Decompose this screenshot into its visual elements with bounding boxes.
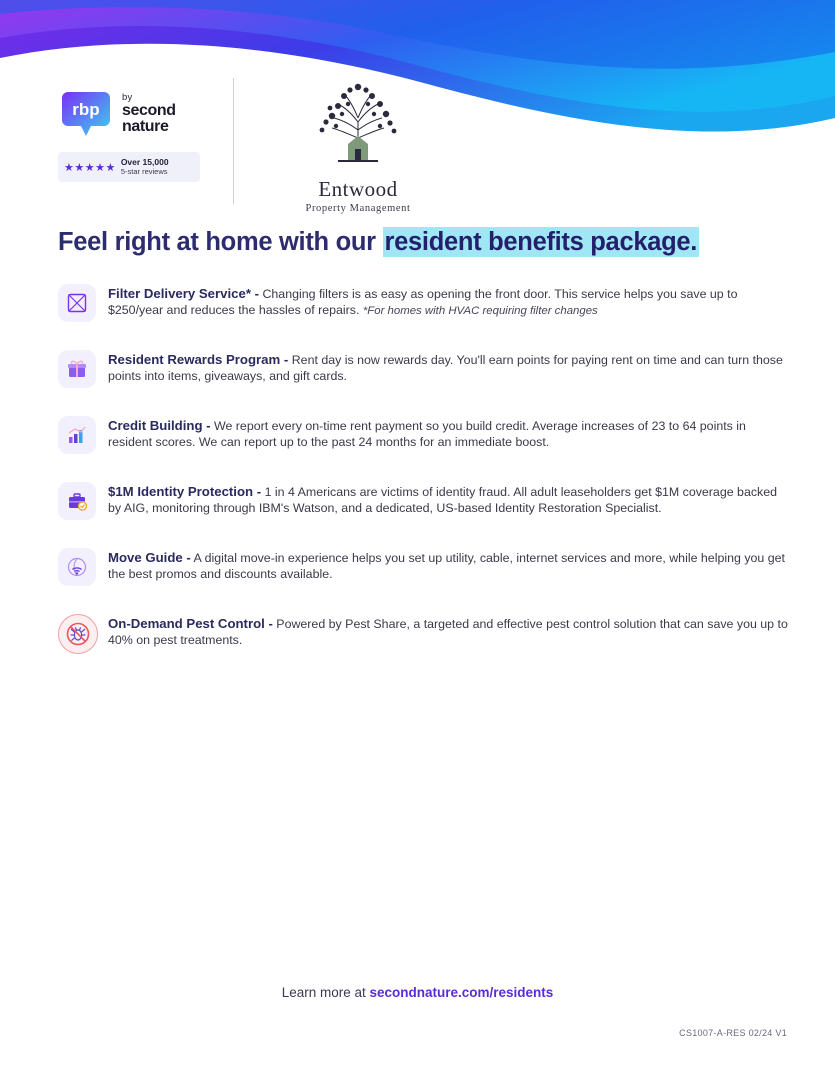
move-guide-wifi-icon — [58, 548, 96, 586]
page-title — [58, 228, 798, 257]
benefit-item — [58, 612, 788, 670]
pest-control-icon — [58, 614, 98, 654]
header-divider — [233, 78, 234, 204]
credit-chart-icon — [58, 416, 96, 454]
rbp-logo — [58, 86, 208, 142]
benefit-title: Filter Delivery Service* - — [108, 286, 260, 301]
benefit-text — [108, 480, 788, 517]
benefit-item — [58, 414, 788, 472]
identity-shield-icon — [58, 482, 96, 520]
benefit-item — [58, 282, 788, 340]
svg-text:rbp: rbp — [72, 100, 100, 119]
benefit-title: Resident Rewards Program - — [108, 352, 289, 367]
reviews-badge — [58, 152, 200, 182]
star-rating-icon: ★★★★★ — [64, 161, 116, 174]
benefit-title: On-Demand Pest Control - — [108, 616, 273, 631]
benefit-item — [58, 546, 788, 604]
benefit-body: Rent day is now rewards day. You'll earn points for paying rent on time and can turn those points into items, giveaways, and gift cards. — [108, 353, 783, 384]
benefit-text — [108, 414, 788, 451]
entwood-logo-block — [263, 78, 453, 214]
benefit-text — [108, 348, 788, 385]
tree-house-icon — [298, 78, 418, 170]
benefit-text — [108, 282, 788, 319]
benefit-item — [58, 348, 788, 406]
benefits-list — [58, 282, 788, 678]
filter-icon — [58, 284, 96, 322]
document-code: CS1007-A-RES 02/24 V1 — [679, 1028, 787, 1038]
reviews-count: Over 15,000 — [120, 156, 169, 167]
benefit-item — [58, 480, 788, 538]
benefit-body: A digital move-in experience helps you set up utility, cable, internet services and more, while helping you get the best promos and discounts available. — [108, 551, 785, 582]
reviews-subtitle: 5-star reviews — [120, 166, 168, 176]
entwood-subtitle: Property Management — [305, 203, 411, 214]
secondnature-residents-link[interactable]: secondnature.com/residents — [369, 985, 554, 1000]
rewards-gift-icon — [58, 350, 96, 388]
document-header — [58, 78, 778, 214]
second-nature-line1: second — [122, 101, 176, 119]
benefit-text — [108, 612, 788, 649]
benefit-title: $1M Identity Protection - — [108, 484, 262, 499]
benefit-title: Credit Building - — [108, 418, 211, 433]
benefit-body: Changing filters is as easy as opening the front door. This service helps you save up to $250/year and reduces the hassles of repairs. — [108, 287, 738, 318]
headline-highlight: resident benefits package. — [384, 228, 698, 256]
benefit-body: We report every on-time rent payment so you build credit. Average increases of 23 to 64 points in resident scores. We can report up to the past 24 months for an immediate boost. — [108, 419, 746, 450]
benefit-body: Powered by Pest Share, a targeted and effective pest control solution that can save you up to 40% on pest treatments. — [108, 617, 788, 648]
benefit-title: Move Guide - — [108, 550, 191, 565]
headline-lead: Feel right at home with our — [58, 228, 383, 256]
rbp-by-label: by — [122, 92, 133, 104]
footer-learn-more-label: Learn more at — [281, 985, 370, 1000]
benefit-note: *For homes with HVAC requiring filter changes — [362, 305, 598, 318]
footer — [0, 985, 835, 1000]
rbp-brand-block — [58, 86, 208, 182]
benefit-body: 1 in 4 Americans are victims of identity fraud. All adult leaseholders get $1M coverage backed by AIG, monitoring through IBM's Watson, and a dedicated, US-based Identity Restoration Specialist. — [108, 485, 778, 516]
entwood-name: Entwood — [318, 177, 398, 201]
rbp-badge-icon — [58, 86, 114, 142]
second-nature-line2: nature — [122, 117, 169, 135]
benefit-text — [108, 546, 788, 583]
